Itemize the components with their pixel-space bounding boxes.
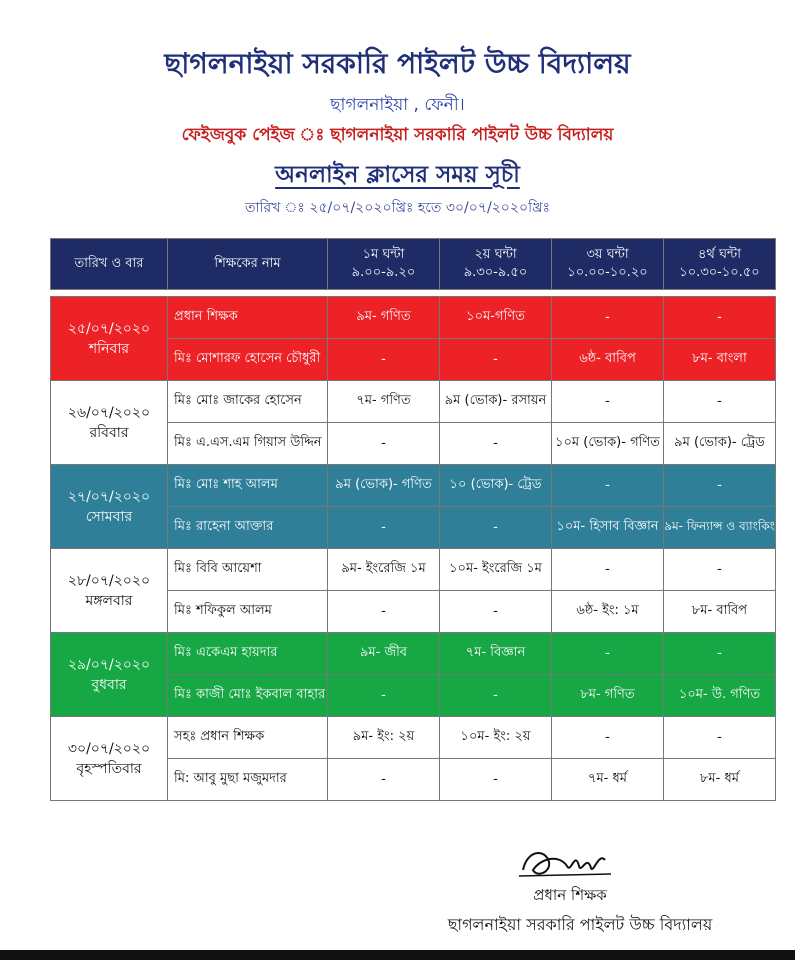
period-cell: - <box>664 717 776 759</box>
school-name: ছাগলনাইয়া সরকারি পাইলট উচ্চ বিদ্যালয় <box>164 47 631 80</box>
header-period-2 <box>440 239 552 290</box>
period-cell: ৬ষ্ঠ- বাবিপ <box>552 339 664 381</box>
period-cell: ৯ম (ভোক)- ট্রেড <box>664 423 776 465</box>
teacher-name: মিঃ এ.এস.এম গিয়াস উদ্দিন <box>168 423 328 465</box>
teacher-name: মিঃ একেএম হায়দার <box>168 633 328 675</box>
period-cell: ৮ম- বাবিপ <box>664 591 776 633</box>
period-cell: ১০ম (ভোক)- গণিত <box>552 423 664 465</box>
period-cell: - <box>552 633 664 675</box>
table-row <box>51 465 776 507</box>
page-title-text: অনলাইন ক্লাসের সময় সূচী <box>275 162 520 188</box>
period-cell: ৯ম (ভোক)- গণিত <box>328 465 440 507</box>
header-period-3 <box>552 239 664 290</box>
header-period-1 <box>328 239 440 290</box>
school-location: ছাগলনাইয়া , ফেনী। <box>330 95 465 115</box>
page-title <box>0 156 795 195</box>
period-cell: ৯ম- ইং: ২য় <box>328 717 440 759</box>
period-cell: - <box>552 465 664 507</box>
signature-title: প্রধান শিক্ষক <box>533 886 607 904</box>
period-cell: ৯ম- জীব <box>328 633 440 675</box>
period-cell: ৯ম- ফিন্যান্স ও ব্যাংকিং <box>664 507 776 549</box>
bottom-bar <box>0 950 795 960</box>
day-date: ২৮/০৭/২০২০ <box>67 572 151 589</box>
header-period-4 <box>664 239 776 290</box>
period-cell: - <box>328 759 440 801</box>
teacher-name: মিঃ বিবি আয়েশা <box>168 549 328 591</box>
period-cell: ১০ (ভোক)- ট্রেড <box>440 465 552 507</box>
period-cell: - <box>440 339 552 381</box>
period-label: ২য় ঘন্টা <box>474 247 517 262</box>
day-date: ২৭/০৭/২০২০ <box>67 488 151 505</box>
period-cell: - <box>664 297 776 339</box>
period-cell: - <box>328 339 440 381</box>
table-row <box>51 297 776 339</box>
period-time: ১০.০০-১০.২০ <box>567 265 648 280</box>
period-cell: ১০ম- হিসাব বিজ্ঞান <box>552 507 664 549</box>
header-date: তারিখ ও বার <box>51 239 168 290</box>
day-name: রবিবার <box>89 424 129 441</box>
period-cell: ৯ম (ভোক)- রসায়ন <box>440 381 552 423</box>
day-name: শনিবার <box>88 340 130 357</box>
period-cell: - <box>440 591 552 633</box>
schedule-table <box>50 238 776 801</box>
signature-school: ছাগলনাইয়া সরকারি পাইলট উচ্চ বিদ্যালয় <box>447 915 713 934</box>
table-row <box>51 717 776 759</box>
period-cell: ৮ম- ধর্ম <box>664 759 776 801</box>
spacer-row <box>51 290 776 297</box>
period-cell: - <box>440 423 552 465</box>
period-cell: ৯ম- গণিত <box>328 297 440 339</box>
table-row <box>51 381 776 423</box>
period-cell: ৬ষ্ঠ- ইং: ১ম <box>552 591 664 633</box>
facebook-page-line: ফেইজবুক পেইজ ঃ ছাগলনাইয়া সরকারি পাইলট উচ্চ বিদ্যালয় <box>181 125 614 145</box>
day-cell <box>51 381 168 465</box>
day-date: ২৫/০৭/২০২০ <box>67 320 151 337</box>
period-cell: - <box>552 717 664 759</box>
period-cell: - <box>552 381 664 423</box>
period-cell: ৮ম- বাংলা <box>664 339 776 381</box>
period-cell: ১০ম- ইং: ২য় <box>440 717 552 759</box>
period-cell: - <box>440 759 552 801</box>
teacher-name: মিঃ মোঃ শাহ আলম <box>168 465 328 507</box>
period-time: ১০.৩০-১০.৫০ <box>679 265 760 280</box>
day-cell <box>51 633 168 717</box>
period-cell: ৭ম- বিজ্ঞান <box>440 633 552 675</box>
day-name: বৃহস্পতিবার <box>76 760 142 777</box>
period-cell: - <box>328 675 440 717</box>
teacher-name: মি: আবু মুছা মজুমদার <box>168 759 328 801</box>
teacher-name: মিঃ রাহেনা আক্তার <box>168 507 328 549</box>
period-cell: - <box>664 465 776 507</box>
handwritten-signature <box>515 840 615 888</box>
teacher-name: মিঃ মোঃ জাকের হোসেন <box>168 381 328 423</box>
period-cell: ১০ম- উ. গণিত <box>664 675 776 717</box>
teacher-name: প্রধান শিক্ষক <box>168 297 328 339</box>
day-cell <box>51 297 168 381</box>
header-teacher: শিক্ষকের নাম <box>168 239 328 290</box>
period-cell: - <box>328 423 440 465</box>
period-time: ৯.০০-৯.২০ <box>351 265 416 280</box>
day-date: ২৯/০৭/২০২০ <box>67 656 151 673</box>
period-cell: ৭ম- গণিত <box>328 381 440 423</box>
period-cell: ১০ম- ইংরেজি ১ম <box>440 549 552 591</box>
table-header-row <box>51 239 776 290</box>
table-row <box>51 549 776 591</box>
day-name: সোমবার <box>85 508 133 525</box>
teacher-name: মিঃ মোশারফ হোসেন চৌধুরী <box>168 339 328 381</box>
day-date: ৩০/০৭/২০২০ <box>67 740 151 757</box>
day-date: ২৬/০৭/২০২০ <box>67 404 151 421</box>
period-cell: - <box>440 507 552 549</box>
period-cell: ৯ম- ইংরেজি ১ম <box>328 549 440 591</box>
period-cell: - <box>552 297 664 339</box>
period-cell: - <box>664 633 776 675</box>
period-label: ৪র্থ ঘন্টা <box>697 247 741 262</box>
date-range: তারিখ ঃ ২৫/০৭/২০২০খ্রিঃ হতে ৩০/০৭/২০২০খ্রিঃ <box>244 200 550 216</box>
period-cell: ৮ম- গণিত <box>552 675 664 717</box>
teacher-name: মিঃ শফিকুল আলম <box>168 591 328 633</box>
period-cell: - <box>328 591 440 633</box>
day-cell <box>51 549 168 633</box>
period-label: ১ম ঘন্টা <box>362 247 405 262</box>
period-cell: ১০ম-গণিত <box>440 297 552 339</box>
day-name: মঙ্গলবার <box>85 592 133 609</box>
spacer-cell <box>51 290 776 297</box>
day-cell <box>51 717 168 801</box>
period-cell: - <box>664 381 776 423</box>
day-cell <box>51 465 168 549</box>
period-label: ৩য় ঘন্টা <box>586 247 629 262</box>
period-cell: ৭ম- ধর্ম <box>552 759 664 801</box>
teacher-name: মিঃ কাজী মোঃ ইকবাল বাহার <box>168 675 328 717</box>
teacher-name: সহঃ প্রধান শিক্ষক <box>168 717 328 759</box>
day-name: বুধবার <box>91 676 127 693</box>
period-cell: - <box>328 507 440 549</box>
table-row <box>51 633 776 675</box>
period-cell: - <box>440 675 552 717</box>
period-cell: - <box>664 549 776 591</box>
period-cell: - <box>552 549 664 591</box>
period-time: ৯.৩০-৯.৫০ <box>463 265 528 280</box>
